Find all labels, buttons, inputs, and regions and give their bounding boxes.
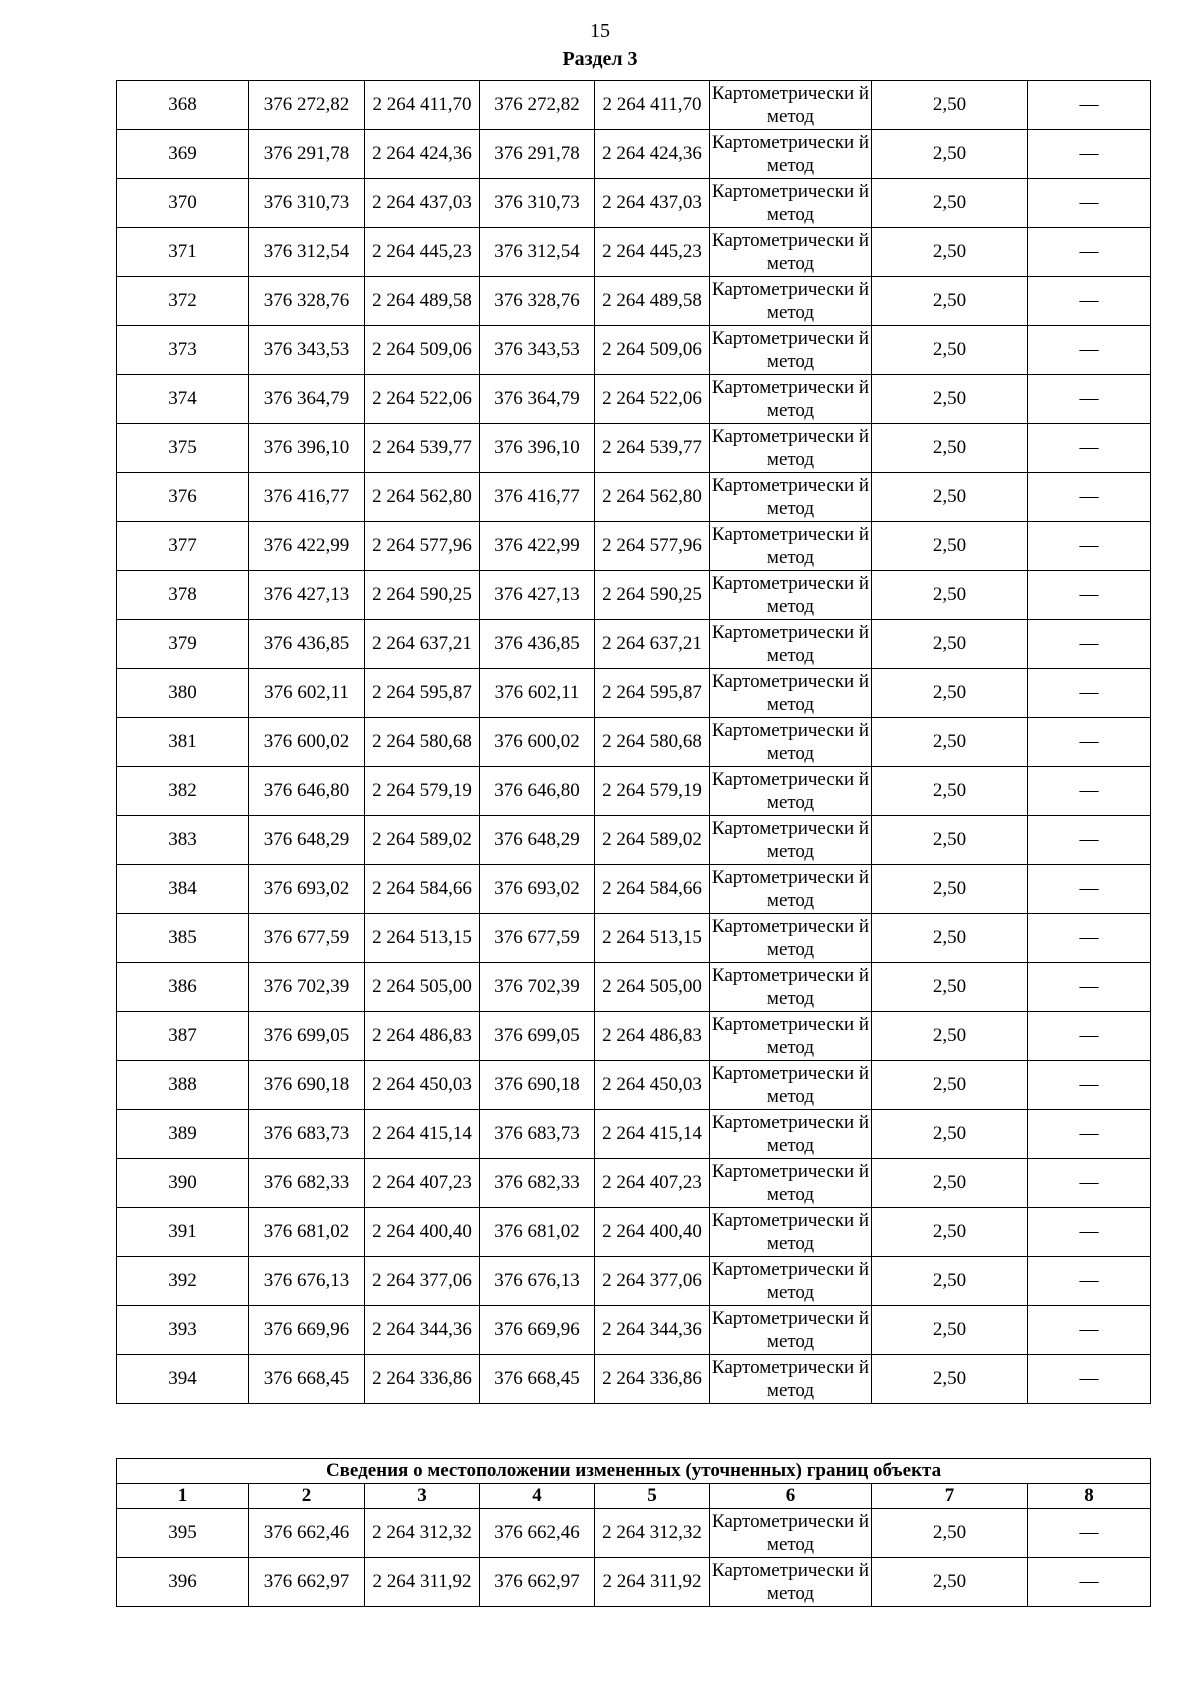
table-cell: 376 436,85 — [249, 620, 365, 669]
table-cell: Картометрически й метод — [710, 130, 872, 179]
table-cell: Картометрически й метод — [710, 571, 872, 620]
table-cell: 376 364,79 — [480, 375, 595, 424]
table-cell: 376 272,82 — [249, 81, 365, 130]
table-cell: 376 343,53 — [480, 326, 595, 375]
table-cell: 377 — [117, 522, 249, 571]
table-row — [117, 1208, 1151, 1257]
table-cell: 376 699,05 — [480, 1012, 595, 1061]
table-cell: 2 264 424,36 — [365, 130, 480, 179]
page-number: 15 — [590, 20, 610, 42]
table-row — [117, 718, 1151, 767]
table-cell: 376 312,54 — [249, 228, 365, 277]
table-cell: — — [1028, 522, 1151, 571]
table-cell: — — [1028, 228, 1151, 277]
table-cell: 376 668,45 — [480, 1355, 595, 1404]
table-cell: 376 677,59 — [480, 914, 595, 963]
table-cell: — — [1028, 130, 1151, 179]
column-number: 2 — [249, 1484, 365, 1509]
table-cell: 2,50 — [872, 865, 1028, 914]
table-cell: 376 693,02 — [480, 865, 595, 914]
table-cell: 376 364,79 — [249, 375, 365, 424]
table-cell: Картометрически й метод — [710, 1012, 872, 1061]
table-title: Сведения о местоположении измененных (уточненных) границ объекта — [117, 1459, 1151, 1484]
table-cell: 376 328,76 — [480, 277, 595, 326]
table-cell: 376 291,78 — [480, 130, 595, 179]
table-row — [117, 522, 1151, 571]
table-cell: 376 416,77 — [480, 473, 595, 522]
table-cell: 2 264 577,96 — [365, 522, 480, 571]
table-cell: 396 — [117, 1558, 249, 1607]
table-cell: — — [1028, 963, 1151, 1012]
table-cell: 376 662,97 — [249, 1558, 365, 1607]
table-cell: 2 264 445,23 — [365, 228, 480, 277]
table-cell: 2 264 344,36 — [595, 1306, 710, 1355]
table-cell: 375 — [117, 424, 249, 473]
table-cell: 376 690,18 — [249, 1061, 365, 1110]
table-cell: 376 702,39 — [480, 963, 595, 1012]
table-cell: 2 264 312,32 — [365, 1509, 480, 1558]
column-number: 8 — [1028, 1484, 1151, 1509]
table-cell: 376 669,96 — [249, 1306, 365, 1355]
table-row — [117, 865, 1151, 914]
table-cell: — — [1028, 1306, 1151, 1355]
table-cell: — — [1028, 179, 1151, 228]
table-cell: 386 — [117, 963, 249, 1012]
table-cell: — — [1028, 1257, 1151, 1306]
table-cell: 2 264 377,06 — [365, 1257, 480, 1306]
table-cell: 376 682,33 — [480, 1159, 595, 1208]
table-cell: Картометрически й метод — [710, 473, 872, 522]
table-cell: 376 677,59 — [249, 914, 365, 963]
table-cell: 2 264 437,03 — [595, 179, 710, 228]
table-cell: 2 264 584,66 — [595, 865, 710, 914]
table-cell: 378 — [117, 571, 249, 620]
table-cell: 383 — [117, 816, 249, 865]
table-cell: 388 — [117, 1061, 249, 1110]
table-cell: Картометрически й метод — [710, 228, 872, 277]
table-cell: 390 — [117, 1159, 249, 1208]
table-cell: 2 264 400,40 — [365, 1208, 480, 1257]
table-row — [117, 473, 1151, 522]
table-cell: 2 264 415,14 — [365, 1110, 480, 1159]
table-cell: 2 264 580,68 — [365, 718, 480, 767]
table-cell: 376 702,39 — [249, 963, 365, 1012]
table-cell: 376 690,18 — [480, 1061, 595, 1110]
section-title: Раздел 3 — [562, 48, 638, 70]
table-cell: 2 264 312,32 — [595, 1509, 710, 1558]
table-cell: Картометрически й метод — [710, 669, 872, 718]
table-cell: 376 602,11 — [249, 669, 365, 718]
table-cell: 2,50 — [872, 914, 1028, 963]
changed-boundaries-table-body — [117, 1459, 1151, 1607]
table-cell: 2,50 — [872, 228, 1028, 277]
table-cell: 376 427,13 — [480, 571, 595, 620]
table-cell: 376 396,10 — [249, 424, 365, 473]
table-cell: Картометрически й метод — [710, 718, 872, 767]
table-cell: Картометрически й метод — [710, 963, 872, 1012]
table-cell: 376 416,77 — [249, 473, 365, 522]
table-cell: 381 — [117, 718, 249, 767]
table-cell: 387 — [117, 1012, 249, 1061]
table-cell: 376 328,76 — [249, 277, 365, 326]
table-cell: 2 264 411,70 — [365, 81, 480, 130]
table-cell: 369 — [117, 130, 249, 179]
table-cell: Картометрически й метод — [710, 1208, 872, 1257]
table-cell: 373 — [117, 326, 249, 375]
table-cell: 2 264 486,83 — [365, 1012, 480, 1061]
table-cell: 2 264 336,86 — [595, 1355, 710, 1404]
table-cell: 376 343,53 — [249, 326, 365, 375]
table-cell: 376 — [117, 473, 249, 522]
column-number: 5 — [595, 1484, 710, 1509]
table-cell: 384 — [117, 865, 249, 914]
table-cell: Картометрически й метод — [710, 326, 872, 375]
table-cell: 395 — [117, 1509, 249, 1558]
table-cell: 2,50 — [872, 81, 1028, 130]
table-cell: 376 396,10 — [480, 424, 595, 473]
table-cell: 376 600,02 — [249, 718, 365, 767]
table-cell: 376 646,80 — [249, 767, 365, 816]
table-cell: 2 264 562,80 — [365, 473, 480, 522]
table-row — [117, 669, 1151, 718]
table-cell: 2 264 637,21 — [365, 620, 480, 669]
table-cell: 2 264 505,00 — [365, 963, 480, 1012]
table-cell: — — [1028, 865, 1151, 914]
table-cell: 2 264 595,87 — [595, 669, 710, 718]
table-cell: 2,50 — [872, 1012, 1028, 1061]
table-cell: 2,50 — [872, 1509, 1028, 1558]
table-cell: — — [1028, 424, 1151, 473]
table-row — [117, 1509, 1151, 1558]
table-cell: — — [1028, 81, 1151, 130]
table-cell: 2 264 539,77 — [595, 424, 710, 473]
table-cell: 2 264 590,25 — [365, 571, 480, 620]
table-cell: Картометрически й метод — [710, 522, 872, 571]
table-row — [117, 1061, 1151, 1110]
table-cell: 376 662,97 — [480, 1558, 595, 1607]
table-cell: 2 264 584,66 — [365, 865, 480, 914]
table-row — [117, 914, 1151, 963]
table-row — [117, 375, 1151, 424]
table-cell: Картометрически й метод — [710, 914, 872, 963]
table-cell: 376 683,73 — [249, 1110, 365, 1159]
table-cell: — — [1028, 1355, 1151, 1404]
table-cell: 2 264 486,83 — [595, 1012, 710, 1061]
table-cell: 376 662,46 — [249, 1509, 365, 1558]
table-row — [117, 179, 1151, 228]
table-row — [117, 424, 1151, 473]
table-cell: 376 669,96 — [480, 1306, 595, 1355]
table-cell: 2 264 595,87 — [365, 669, 480, 718]
table-cell: 376 648,29 — [480, 816, 595, 865]
table-row — [117, 767, 1151, 816]
table-cell: 376 662,46 — [480, 1509, 595, 1558]
table-cell: Картометрически й метод — [710, 1159, 872, 1208]
table-cell: 2 264 522,06 — [365, 375, 480, 424]
table-cell: 392 — [117, 1257, 249, 1306]
table-cell: 374 — [117, 375, 249, 424]
table-cell: 2 264 509,06 — [595, 326, 710, 375]
table-cell: 376 600,02 — [480, 718, 595, 767]
table-cell: 376 272,82 — [480, 81, 595, 130]
table-cell: 389 — [117, 1110, 249, 1159]
table-cell: 2 264 577,96 — [595, 522, 710, 571]
coordinates-table — [116, 80, 1151, 1404]
table-cell: — — [1028, 1208, 1151, 1257]
table-cell: 2,50 — [872, 816, 1028, 865]
table-cell: 2,50 — [872, 130, 1028, 179]
table-cell: 2,50 — [872, 1061, 1028, 1110]
table-cell: 2 264 637,21 — [595, 620, 710, 669]
table-cell: 2,50 — [872, 375, 1028, 424]
table-cell: — — [1028, 1012, 1151, 1061]
column-number: 7 — [872, 1484, 1028, 1509]
table-cell: 2,50 — [872, 1257, 1028, 1306]
column-number: 6 — [710, 1484, 872, 1509]
table-row — [117, 228, 1151, 277]
table-row — [117, 277, 1151, 326]
table-cell: 376 683,73 — [480, 1110, 595, 1159]
table-row — [117, 1355, 1151, 1404]
column-number: 4 — [480, 1484, 595, 1509]
table-cell: 2 264 415,14 — [595, 1110, 710, 1159]
column-number-row — [117, 1484, 1151, 1509]
table-cell: 2 264 489,58 — [365, 277, 480, 326]
table-cell: 376 676,13 — [249, 1257, 365, 1306]
table-cell: Картометрически й метод — [710, 375, 872, 424]
table-cell: Картометрически й метод — [710, 81, 872, 130]
table-cell: 376 681,02 — [480, 1208, 595, 1257]
table-cell: — — [1028, 1159, 1151, 1208]
table-cell: 2 264 424,36 — [595, 130, 710, 179]
coordinates-table-body — [117, 81, 1151, 1404]
table-row — [117, 1558, 1151, 1607]
table-cell: Картометрически й метод — [710, 1306, 872, 1355]
table-cell: 2 264 336,86 — [365, 1355, 480, 1404]
table-cell: 382 — [117, 767, 249, 816]
table-cell: 2,50 — [872, 424, 1028, 473]
table-cell: 376 648,29 — [249, 816, 365, 865]
table-cell: — — [1028, 914, 1151, 963]
table-row — [117, 1306, 1151, 1355]
table-cell: 2 264 580,68 — [595, 718, 710, 767]
table-cell: — — [1028, 571, 1151, 620]
table-cell: 376 312,54 — [480, 228, 595, 277]
table-cell: Картометрически й метод — [710, 767, 872, 816]
table-cell: 2 264 411,70 — [595, 81, 710, 130]
table-cell: 2 264 489,58 — [595, 277, 710, 326]
table-row — [117, 1110, 1151, 1159]
table-cell: 2,50 — [872, 620, 1028, 669]
table-cell: 2,50 — [872, 522, 1028, 571]
table-cell: 2 264 400,40 — [595, 1208, 710, 1257]
table-cell: Картометрически й метод — [710, 816, 872, 865]
table-title-row — [117, 1459, 1151, 1484]
table-cell: 380 — [117, 669, 249, 718]
table-cell: 2 264 505,00 — [595, 963, 710, 1012]
table-row — [117, 963, 1151, 1012]
table-cell: 376 668,45 — [249, 1355, 365, 1404]
table-cell: 2,50 — [872, 473, 1028, 522]
table-cell: 376 310,73 — [480, 179, 595, 228]
table-cell: 2 264 344,36 — [365, 1306, 480, 1355]
table-cell: 2,50 — [872, 1159, 1028, 1208]
table-cell: 2 264 579,19 — [365, 767, 480, 816]
table-cell: 2 264 445,23 — [595, 228, 710, 277]
table-row — [117, 816, 1151, 865]
table-cell: Картометрически й метод — [710, 1061, 872, 1110]
table-cell: 2 264 377,06 — [595, 1257, 710, 1306]
table-cell: Картометрически й метод — [710, 1509, 872, 1558]
table-cell: Картометрически й метод — [710, 277, 872, 326]
table-cell: 376 427,13 — [249, 571, 365, 620]
table-cell: 2 264 450,03 — [595, 1061, 710, 1110]
table-cell: 376 699,05 — [249, 1012, 365, 1061]
table-cell: 385 — [117, 914, 249, 963]
table-row — [117, 1012, 1151, 1061]
column-number: 3 — [365, 1484, 480, 1509]
table-cell: 2 264 311,92 — [595, 1558, 710, 1607]
table-cell: 376 436,85 — [480, 620, 595, 669]
table-cell: 376 422,99 — [249, 522, 365, 571]
table-cell: 2,50 — [872, 1110, 1028, 1159]
table-cell: 2 264 407,23 — [365, 1159, 480, 1208]
table-row — [117, 1257, 1151, 1306]
table-cell: Картометрически й метод — [710, 1257, 872, 1306]
table-cell: 2 264 509,06 — [365, 326, 480, 375]
table-cell: — — [1028, 620, 1151, 669]
table-cell: 376 291,78 — [249, 130, 365, 179]
table-cell: 391 — [117, 1208, 249, 1257]
table-row — [117, 620, 1151, 669]
table-cell: 393 — [117, 1306, 249, 1355]
table-row — [117, 571, 1151, 620]
table-cell: 2,50 — [872, 277, 1028, 326]
table-cell: 2 264 513,15 — [365, 914, 480, 963]
table-cell: — — [1028, 1110, 1151, 1159]
table-cell: Картометрически й метод — [710, 1355, 872, 1404]
table-cell: — — [1028, 816, 1151, 865]
table-cell: 2 264 513,15 — [595, 914, 710, 963]
table-cell: 2,50 — [872, 767, 1028, 816]
table-cell: 2 264 437,03 — [365, 179, 480, 228]
table-cell: 2,50 — [872, 963, 1028, 1012]
table-cell: 2 264 311,92 — [365, 1558, 480, 1607]
table-cell: — — [1028, 1509, 1151, 1558]
table-cell: 376 422,99 — [480, 522, 595, 571]
table-cell: 376 676,13 — [480, 1257, 595, 1306]
table-cell: 376 693,02 — [249, 865, 365, 914]
table-cell: 370 — [117, 179, 249, 228]
table-cell: 376 602,11 — [480, 669, 595, 718]
table-cell: Картометрически й метод — [710, 179, 872, 228]
table-cell: 376 682,33 — [249, 1159, 365, 1208]
table-cell: 2,50 — [872, 571, 1028, 620]
table-cell: 2,50 — [872, 326, 1028, 375]
table-cell: 368 — [117, 81, 249, 130]
table-cell: 2 264 522,06 — [595, 375, 710, 424]
table-cell: 372 — [117, 277, 249, 326]
table-cell: — — [1028, 1558, 1151, 1607]
table-cell: 2 264 407,23 — [595, 1159, 710, 1208]
table-cell: 376 681,02 — [249, 1208, 365, 1257]
table-cell: 2,50 — [872, 669, 1028, 718]
table-row — [117, 130, 1151, 179]
table-cell: 2 264 590,25 — [595, 571, 710, 620]
table-cell: — — [1028, 326, 1151, 375]
table-cell: 379 — [117, 620, 249, 669]
table-cell: — — [1028, 375, 1151, 424]
table-cell: 371 — [117, 228, 249, 277]
table-cell: Картометрически й метод — [710, 424, 872, 473]
table-cell: Картометрически й метод — [710, 1110, 872, 1159]
table-cell: 2 264 579,19 — [595, 767, 710, 816]
table-cell: 2,50 — [872, 1558, 1028, 1607]
table-cell: 2,50 — [872, 179, 1028, 228]
table-cell: — — [1028, 473, 1151, 522]
table-cell: Картометрически й метод — [710, 865, 872, 914]
table-cell: Картометрически й метод — [710, 620, 872, 669]
table-cell: — — [1028, 718, 1151, 767]
table-cell: — — [1028, 669, 1151, 718]
table-cell: 2 264 539,77 — [365, 424, 480, 473]
table-cell: 394 — [117, 1355, 249, 1404]
table-cell: — — [1028, 1061, 1151, 1110]
changed-boundaries-table — [116, 1458, 1151, 1607]
table-cell: 2,50 — [872, 718, 1028, 767]
table-cell: 2 264 450,03 — [365, 1061, 480, 1110]
column-number: 1 — [117, 1484, 249, 1509]
table-row — [117, 1159, 1151, 1208]
table-cell: 2,50 — [872, 1208, 1028, 1257]
table-cell: 2,50 — [872, 1306, 1028, 1355]
table-cell: 376 646,80 — [480, 767, 595, 816]
table-cell: 2,50 — [872, 1355, 1028, 1404]
table-cell: 2 264 589,02 — [365, 816, 480, 865]
table-cell: 2 264 562,80 — [595, 473, 710, 522]
table-cell: — — [1028, 767, 1151, 816]
table-cell: 2 264 589,02 — [595, 816, 710, 865]
table-row — [117, 81, 1151, 130]
table-cell: — — [1028, 277, 1151, 326]
table-cell: 376 310,73 — [249, 179, 365, 228]
table-cell: Картометрически й метод — [710, 1558, 872, 1607]
table-row — [117, 326, 1151, 375]
